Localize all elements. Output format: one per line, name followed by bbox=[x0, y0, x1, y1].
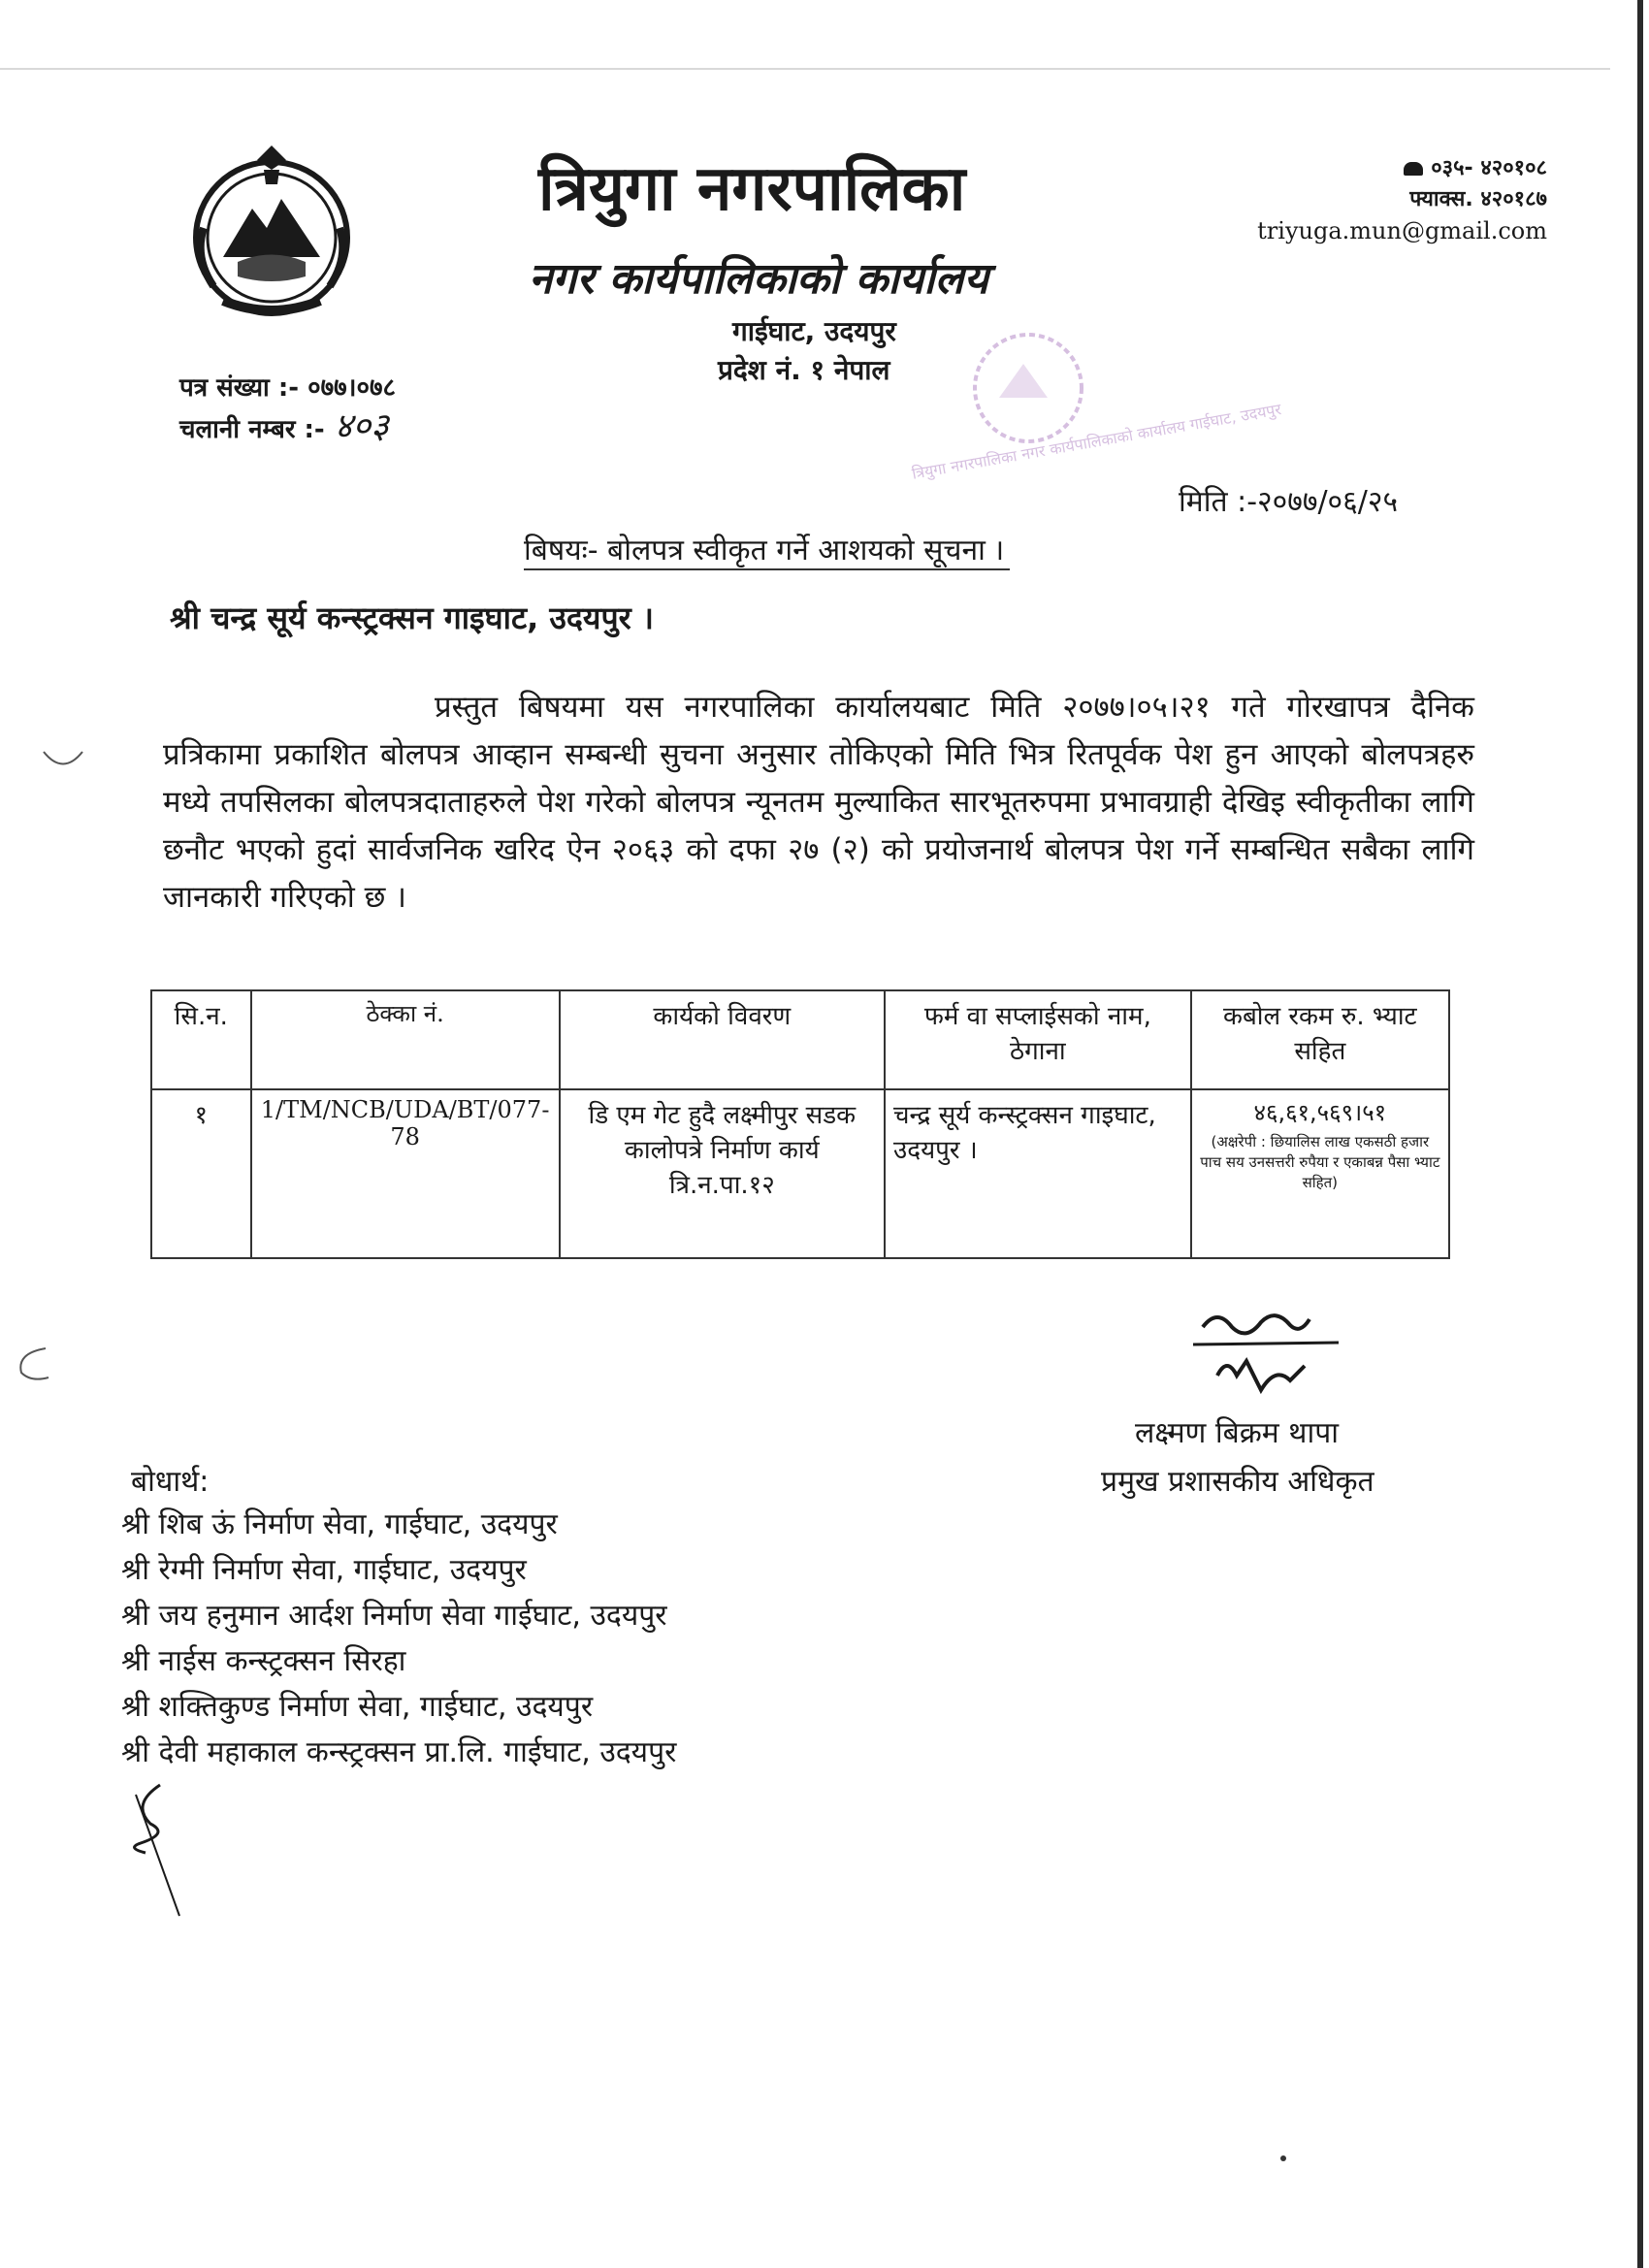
body-paragraph bbox=[163, 684, 1474, 922]
fax-number: ४२०१८७ bbox=[1480, 187, 1547, 211]
phone-icon bbox=[1404, 162, 1423, 176]
addressee: श्री चन्द्र सूर्य कन्स्ट्रक्सन गाइघाट, उदयपुर । bbox=[170, 599, 655, 636]
contact-block bbox=[1251, 153, 1547, 246]
dispatch-number: ४०३ bbox=[334, 406, 389, 446]
cell-firm: चन्द्र सूर्य कन्स्ट्रक्सन गाइघाट, उदयपुर । bbox=[885, 1089, 1191, 1258]
subject-line bbox=[524, 529, 1010, 570]
punch-hole-mark bbox=[39, 747, 87, 776]
address-line-2: प्रदेश नं. १ नेपाल bbox=[718, 354, 890, 386]
nepal-government-emblem-icon bbox=[184, 141, 359, 320]
page-top-edge bbox=[0, 68, 1610, 70]
letter-number: ०७७।०७८ bbox=[307, 373, 397, 403]
punch-hole-mark bbox=[12, 1344, 50, 1382]
list-item: श्री नाईस कन्स्ट्रक्सन सिरहा bbox=[121, 1644, 406, 1678]
fax-line bbox=[1251, 184, 1547, 215]
office-subtitle: नगर कार्यपालिकाको कार्यालय bbox=[529, 254, 988, 304]
column-header-description: कार्यको विवरण bbox=[560, 990, 885, 1089]
column-header-sn: सि.न. bbox=[151, 990, 251, 1089]
list-item: श्री शिब ऊं निर्माण सेवा, गाईघाट, उदयपुर bbox=[121, 1507, 558, 1541]
phone-number: ०३५- ४२०१०८ bbox=[1431, 156, 1547, 180]
cell-sn: १ bbox=[151, 1089, 251, 1258]
dispatch-number-line bbox=[179, 407, 396, 449]
table-header-row bbox=[151, 990, 1449, 1089]
column-header-contract-no: ठेक्का नं. bbox=[251, 990, 560, 1089]
list-item: श्री शक्तिकुण्ड निर्माण सेवा, गाईघाट, उदयपुर bbox=[121, 1690, 594, 1724]
column-header-amount: कबोल रकम रु. भ्याट सहित bbox=[1191, 990, 1449, 1089]
amount-in-words: (अक्षरेपी : छियालिस लाख एकसठी हजार पाच सय उनसत्तरी रुपैया र एकाबन्न पैसा भ्याट सहित) bbox=[1200, 1133, 1440, 1191]
handwritten-signature bbox=[1193, 1298, 1348, 1414]
table-row bbox=[151, 1089, 1449, 1258]
speck bbox=[1280, 2155, 1286, 2161]
list-item: श्री रेग्मी निर्माण सेवा, गाईघाट, उदयपुर bbox=[121, 1553, 527, 1587]
body-text: प्रस्तुत बिषयमा यस नगरपालिका कार्यालयबाट मिति २०७७।०५।२१ गते गोरखापत्र दैनिक प्रत्रिकामा प्रकाशित बोलपत्र आव्हान सम्बन्धी सुचना अनुसार तोकिएको मिति भित्र रितपूर्वक पेश हुन आएको बोलपत्रहरु मध्ये तपसिलका बोलपत्रदाताहरुले पेश गरेको बोलपत्र न्यूनतम मुल्याकित सारभूतरुपमा प्रभावग्राही देखिइ स्वीकृतीका लागि छनौट भएको हुदां सार्वजनिक खरिद ऐन २०६३ को दफा २७ (२) को प्रयोजनार्थ बोलपत्र पेश गर्ने सम्बन्धित सबैका लागि जानकारी गरिएको छ । bbox=[163, 690, 1474, 915]
subject-text: बिषयः- बोलपत्र स्वीकृत गर्ने आशयको सूचना bbox=[524, 534, 986, 567]
signatory-name: लक्ष्मण बिक्रम थापा bbox=[1135, 1416, 1340, 1450]
phone-line bbox=[1251, 153, 1547, 184]
page-title: त्रियुगा नगरपालिका bbox=[538, 152, 966, 225]
subject-end-mark: । bbox=[992, 534, 1005, 567]
stamp-text: त्रियुगा नगरपालिका नगर कार्यपालिकाको कार्यालय गाईघाट, उदयपुर bbox=[910, 400, 1283, 483]
page-right-edge bbox=[1637, 0, 1643, 2268]
fax-label: फ्याक्स. bbox=[1409, 187, 1473, 211]
list-item: श्री देवी महाकाल कन्स्ट्रक्सन प्रा.लि. गाईघाट, उदयपुर bbox=[121, 1735, 677, 1769]
amount-figure: ४६,६१,५६९।५१ bbox=[1253, 1099, 1387, 1126]
bid-table bbox=[150, 989, 1450, 1259]
cc-list bbox=[121, 1502, 676, 1775]
cell-contract-no: 1/TM/NCB/UDA/BT/077-78 bbox=[251, 1089, 560, 1258]
cell-amount bbox=[1191, 1089, 1449, 1258]
handwritten-initials bbox=[121, 1775, 199, 1921]
cell-description: डि एम गेट हुदै लक्ष्मीपुर सडक कालोपत्रे निर्माण कार्य त्रि.न.पा.१२ bbox=[560, 1089, 885, 1258]
office-stamp bbox=[892, 320, 1283, 524]
reference-block bbox=[179, 369, 396, 449]
cc-heading: बोधार्थ: bbox=[131, 1465, 210, 1499]
signatory-title: प्रमुख प्रशासकीय अधिकृत bbox=[1101, 1465, 1374, 1499]
dispatch-number-label: चलानी नम्बर :- bbox=[179, 415, 325, 444]
list-item: श्री जय हनुमान आर्दश निर्माण सेवा गाईघाट, उदयपुर bbox=[121, 1599, 667, 1633]
letter-number-label: पत्र संख्या :- bbox=[179, 373, 300, 403]
column-header-firm: फर्म वा सप्लाईसको नाम, ठेगाना bbox=[885, 990, 1191, 1089]
letter-date: मिति :-२०७७/०६/२५ bbox=[1179, 485, 1399, 519]
email-address: triyuga.mun@gmail.com bbox=[1257, 217, 1547, 244]
address-line-1: गाईघाट, उदयपुर bbox=[732, 315, 896, 347]
letter-number-line bbox=[179, 369, 396, 407]
